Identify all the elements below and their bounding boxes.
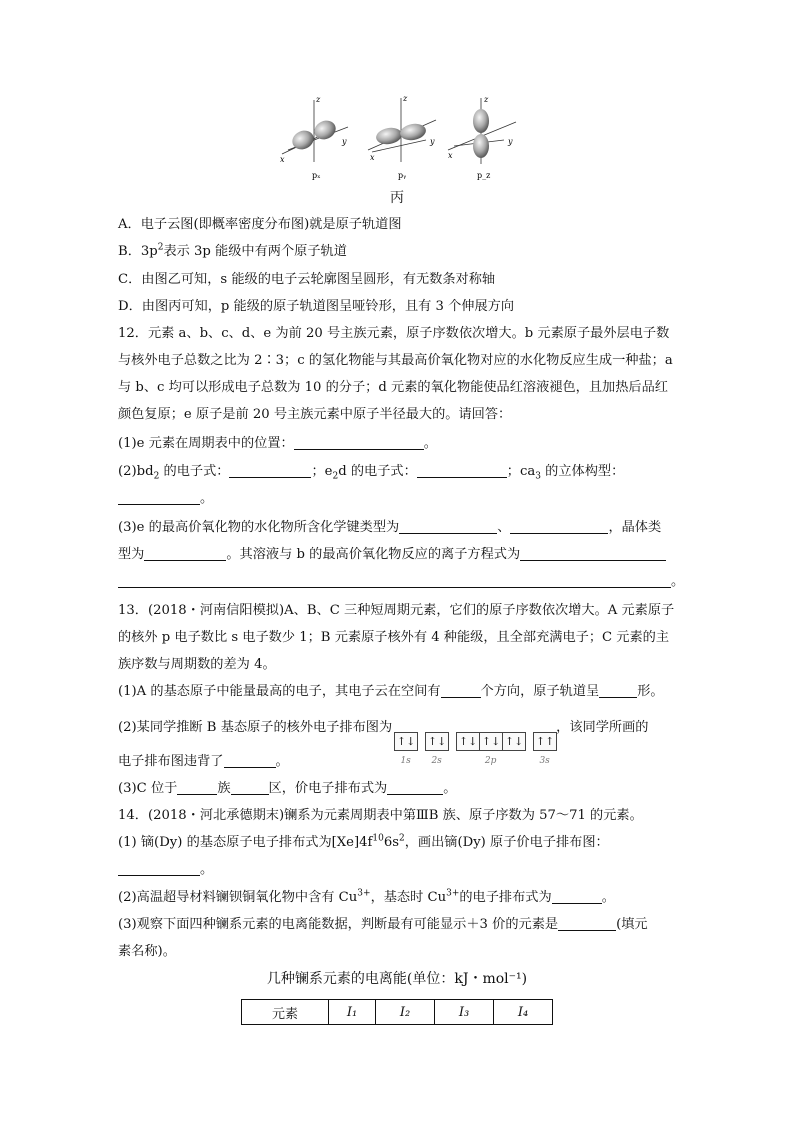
py-z-axis-label: z bbox=[403, 94, 408, 103]
pz-y-axis-label: y bbox=[508, 137, 513, 146]
q11-option-d: D．由图丙可知，p 能级的原子轨道图呈哑铃形，且有 3 个伸展方向 bbox=[118, 299, 515, 314]
p-orbital-figure bbox=[276, 92, 526, 184]
q12-part2-cont: 。 bbox=[118, 489, 213, 509]
answer-blank[interactable] bbox=[399, 519, 497, 534]
q12-part2: $(2)bd_2$ 的电子式： ；$e_2d$ 的电子式： ；$ca_3$ 的立体构型： bbox=[118, 464, 625, 482]
py-orbital bbox=[368, 94, 436, 180]
q13-stem-line2: 的核外 p 电子数比 s 电子数少 1；B 元素原子核外有 4 种能级，且全部充满电子；C 元素的主 bbox=[118, 630, 670, 645]
py-label: pᵧ bbox=[398, 171, 407, 180]
header-i4: I₄ bbox=[494, 1000, 553, 1025]
orbital-box: ↑↓ bbox=[425, 732, 449, 751]
orbital-label: 3s bbox=[539, 756, 550, 766]
q14-part2: (2)高温超导材料镧钡铜氧化物中含有 $Cu^{3+}$，基态时 $Cu^{3+}$的电子排布式为 。 bbox=[118, 888, 615, 905]
answer-blank[interactable] bbox=[118, 861, 200, 876]
q12-stem-line3: 与 b、c 均可以形成电子总数为 10 的分子；d 元素的氧化物能使品红溶液褪色，且加热后品红 bbox=[118, 380, 668, 395]
answer-blank[interactable] bbox=[552, 889, 602, 904]
py-x-axis-label: x bbox=[370, 153, 375, 162]
q12-stem-line2: 与核外电子总数之比为 2∶3；c 的氢化物能与其最高价氧化物对应的水化物反应生成一种盐；a bbox=[118, 353, 673, 368]
orbital-group-3 bbox=[533, 732, 556, 771]
q13-stem-line3: 族序数与周期数的差为 4。 bbox=[118, 657, 276, 672]
orbital-box: ↑↑ bbox=[533, 732, 557, 751]
orbital-group-1 bbox=[425, 732, 448, 771]
orbital-label: 2s bbox=[431, 756, 442, 766]
answer-blank[interactable] bbox=[144, 546, 226, 561]
pz-x-axis-label: x bbox=[448, 151, 453, 160]
q14-part3: (3)观察下面四种镧系元素的电离能数据，判断最有可能显示＋3 价的元素是 (填元 bbox=[118, 917, 648, 932]
q12-part3: (3)e 的最高价氧化物的水化物所含化学键类型为 、 ，晶体类 bbox=[118, 520, 662, 535]
answer-blank[interactable] bbox=[229, 463, 311, 478]
pz-label: p_z bbox=[477, 171, 491, 180]
answer-blank[interactable] bbox=[294, 435, 424, 450]
px-label: pₓ bbox=[312, 171, 321, 180]
answer-blank[interactable] bbox=[118, 573, 671, 588]
px-z-axis-label: z bbox=[316, 95, 321, 104]
answer-blank[interactable] bbox=[441, 683, 481, 698]
px-y-axis-label: y bbox=[342, 137, 347, 146]
answer-blank[interactable] bbox=[558, 916, 616, 931]
q14-part1: (1) 镝(Dy) 的基态原子电子排布式为$[Xe]4f^{10}6s^2$，画出镝(Dy) 原子价电子排布图： bbox=[118, 833, 609, 850]
orbital-box: ↑↓ bbox=[456, 732, 480, 751]
table-header-row bbox=[242, 1000, 553, 1025]
orbital-box: ↑↓ bbox=[502, 732, 526, 751]
q13-part3: (3)C 位于 族 区，价电子排布式为 。 bbox=[118, 781, 457, 796]
answer-blank[interactable] bbox=[520, 546, 666, 561]
answer-blank[interactable] bbox=[224, 753, 276, 768]
q13-part2-cont: 电子排布图违背了 。 bbox=[118, 754, 289, 769]
orbital-label: 2p bbox=[484, 756, 497, 766]
header-i3: I₃ bbox=[435, 1000, 494, 1025]
table-title: 几种镧系元素的电离能(单位：kJ・mol⁻¹) bbox=[266, 971, 528, 987]
q11-option-c: C．由图乙可知，s 能级的电子云轮廓图呈圆形，有无数条对称轴 bbox=[118, 272, 496, 287]
q12-part3-cont: 型为 。其溶液与 b 的最高价氧化物反应的离子方程式为 bbox=[118, 545, 666, 565]
figure-caption: 丙 bbox=[390, 190, 404, 206]
q11-option-a: A．电子云图(即概率密度分布图)就是原子轨道图 bbox=[118, 217, 402, 232]
electron-configuration-diagram bbox=[392, 732, 556, 771]
answer-blank[interactable] bbox=[599, 683, 637, 698]
q12-stem-line1: 12．元素 a、b、c、d、e 为前 20 号主族元素，原子序数依次增大。b 元素原子最外层电子数 bbox=[118, 326, 670, 341]
q13-part2: (2)某同学推断 B 基态原子的核外电子排布图为 ↑↓ 1s ↑↓ 2s ↑↓ ↑↓ ↑↓ 2p ↑↑ 3s ，该同学所画的 bbox=[118, 718, 648, 771]
answer-blank[interactable] bbox=[510, 519, 608, 534]
q14-stem: 14．(2018・河北承德期末)镧系为元素周期表中第ⅢB 族、原子序数为 57～71 的元素。 bbox=[118, 808, 643, 823]
orbital-box: ↑↓ bbox=[394, 732, 418, 751]
q12-stem-line4: 颜色复原；e 原子是前 20 号主族元素中原子半径最大的。请回答： bbox=[118, 407, 512, 422]
q11-option-b: B．$3p^2$表示 3p 能级中有两个原子轨道 bbox=[118, 242, 347, 259]
header-element: 元素 bbox=[242, 1000, 329, 1025]
ionization-energy-table bbox=[241, 999, 553, 1025]
orbital-label: 1s bbox=[400, 756, 411, 766]
pz-orbital bbox=[448, 95, 516, 180]
pz-z-axis-label: z bbox=[484, 95, 489, 104]
answer-blank[interactable] bbox=[417, 463, 507, 478]
answer-blank[interactable] bbox=[177, 780, 217, 795]
answer-blank[interactable] bbox=[231, 780, 269, 795]
answer-blank[interactable] bbox=[118, 490, 200, 505]
header-i1: I₁ bbox=[329, 1000, 376, 1025]
orbital-group-0 bbox=[394, 732, 417, 771]
q13-stem-line1: 13．(2018・河南信阳模拟)A、B、C 三种短周期元素，它们的原子序数依次增大。A 元素原子 bbox=[118, 603, 675, 618]
q14-part1-cont: 。 bbox=[118, 860, 213, 880]
px-orbital bbox=[280, 95, 348, 180]
orbital-group-2 bbox=[456, 732, 525, 771]
answer-blank[interactable] bbox=[387, 780, 443, 795]
q14-part3-cont: 素名称)。 bbox=[118, 944, 176, 959]
q12-part3-equation-line: 。 bbox=[118, 572, 684, 592]
orbital-box: ↑↓ bbox=[479, 732, 503, 751]
q12-part1: (1)e 元素在周期表中的位置： 。 bbox=[118, 436, 437, 451]
py-y-axis-label: y bbox=[430, 137, 435, 146]
px-x-axis-label: x bbox=[280, 155, 285, 164]
q13-part1: (1)A 的基态原子中能量最高的电子，其电子云在空间有 个方向，原子轨道呈 形。 bbox=[118, 684, 664, 699]
header-i2: I₂ bbox=[376, 1000, 435, 1025]
